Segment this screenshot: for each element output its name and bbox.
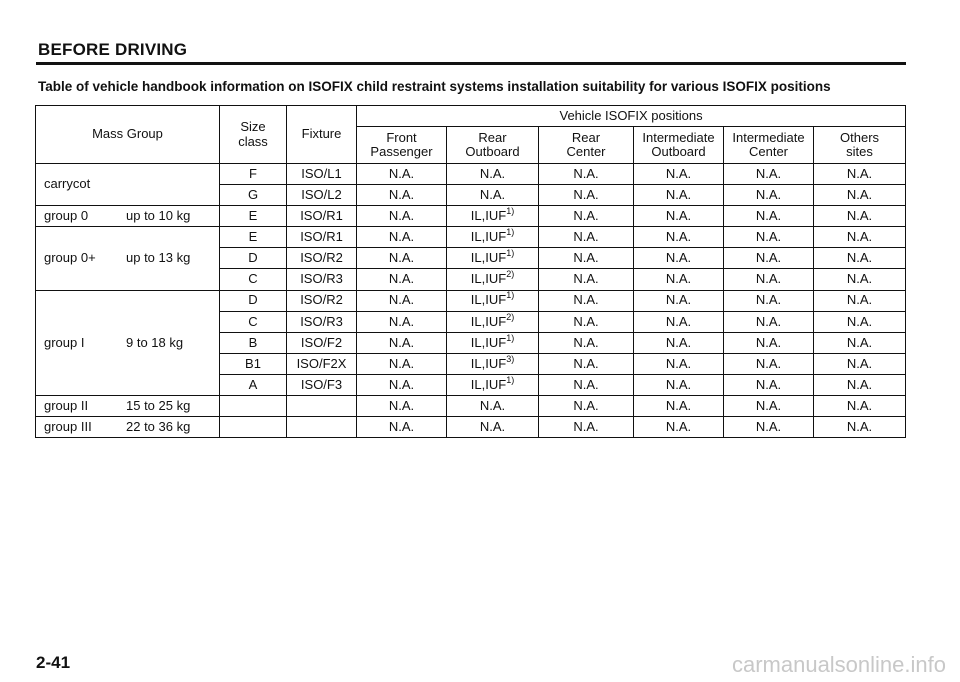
fixture-cell: ISO/L2: [287, 185, 357, 206]
suitability-cell: N.A.: [634, 164, 724, 185]
suitability-cell: N.A.: [814, 269, 906, 290]
suitability-cell: N.A.: [357, 353, 447, 374]
suitability-cell: N.A.: [539, 227, 634, 248]
suitability-cell: N.A.: [447, 164, 539, 185]
suitability-cell: N.A.: [539, 248, 634, 269]
mass-group-name: group II: [44, 397, 89, 413]
isofix-suitability-table: [35, 105, 906, 438]
fixture-cell: ISO/R2: [287, 290, 357, 311]
suitability-cell: IL,IUF$^{3)}$: [447, 353, 539, 374]
table-caption: Table of vehicle handbook information on ISOFIX child restraint systems installation suitability for various ISOFIX positions: [38, 79, 831, 94]
header-size-class: Size class: [220, 106, 287, 164]
suitability-cell: IL,IUF$^{1)}$: [447, 206, 539, 227]
mass-group-name: group 0: [44, 208, 89, 224]
suitability-cell: N.A.: [814, 227, 906, 248]
mass-group-weight: 15 to 25 kg: [126, 397, 191, 413]
suitability-cell: IL,IUF$^{1)}$: [447, 374, 539, 395]
header-intermediate-outboard: Intermediate Outboard: [634, 127, 724, 164]
suitability-cell: N.A.: [814, 185, 906, 206]
fixture-cell: ISO/F2X: [287, 353, 357, 374]
footnote-marker: 1): [506, 227, 515, 238]
footnote-marker: 2): [506, 269, 515, 280]
mass-group-cell: [36, 396, 220, 417]
table-row: [36, 290, 906, 311]
page-number: 2-41: [36, 653, 71, 672]
footnote-marker: 1): [506, 374, 515, 385]
size-class-cell: [220, 396, 287, 417]
suitability-cell: IL,IUF$^{1)}$: [447, 332, 539, 353]
size-class-cell: D: [220, 248, 287, 269]
suitability-cell: IL,IUF$^{2)}$: [447, 311, 539, 332]
size-class-cell: A: [220, 374, 287, 395]
suitability-cell: N.A.: [814, 396, 906, 417]
suitability-cell: N.A.: [634, 311, 724, 332]
suitability-cell: N.A.: [447, 417, 539, 438]
footnote-marker: 1): [506, 248, 515, 259]
suitability-cell: IL,IUF$^{1)}$: [447, 290, 539, 311]
suitability-cell: N.A.: [724, 269, 814, 290]
suitability-cell: N.A.: [724, 417, 814, 438]
suitability-cell: N.A.: [634, 269, 724, 290]
suitability-cell: N.A.: [814, 206, 906, 227]
suitability-cell: N.A.: [634, 290, 724, 311]
header-front-passenger: Front Passenger: [357, 127, 447, 164]
header-intermediate-center: Intermediate Center: [724, 127, 814, 164]
footnote-marker: 1): [506, 332, 515, 343]
table-row: [36, 396, 906, 417]
suitability-cell: N.A.: [539, 417, 634, 438]
table-row: [36, 417, 906, 438]
suitability-cell: N.A.: [814, 353, 906, 374]
suitability-cell: N.A.: [724, 185, 814, 206]
suitability-cell: N.A.: [447, 185, 539, 206]
mass-group-name: group 0+: [44, 250, 96, 266]
suitability-cell: IL,IUF$^{1)}$: [447, 248, 539, 269]
fixture-cell: ISO/L1: [287, 164, 357, 185]
suitability-cell: N.A.: [357, 311, 447, 332]
suitability-cell: N.A.: [814, 374, 906, 395]
header-vehicle-isofix-positions: Vehicle ISOFIX positions: [357, 106, 906, 127]
mass-group-name: carrycot: [44, 176, 91, 192]
suitability-cell: N.A.: [539, 374, 634, 395]
watermark: carmanualsonline.info: [731, 652, 946, 677]
mass-group-weight: up to 10 kg: [126, 208, 191, 224]
suitability-cell: N.A.: [724, 227, 814, 248]
footnote-marker: 1): [506, 206, 515, 217]
header-divider: [36, 62, 906, 65]
suitability-cell: N.A.: [357, 374, 447, 395]
suitability-cell: N.A.: [357, 290, 447, 311]
table-row: [36, 164, 906, 185]
fixture-cell: ISO/F2: [287, 332, 357, 353]
suitability-cell: N.A.: [724, 206, 814, 227]
suitability-cell: N.A.: [357, 417, 447, 438]
fixture-cell: ISO/R1: [287, 227, 357, 248]
suitability-cell: IL,IUF$^{2)}$: [447, 269, 539, 290]
fixture-cell: ISO/R3: [287, 269, 357, 290]
size-class-cell: B: [220, 332, 287, 353]
suitability-cell: N.A.: [634, 417, 724, 438]
suitability-cell: IL,IUF$^{1)}$: [447, 227, 539, 248]
suitability-cell: N.A.: [634, 185, 724, 206]
suitability-cell: N.A.: [539, 269, 634, 290]
suitability-cell: N.A.: [814, 248, 906, 269]
suitability-cell: N.A.: [539, 396, 634, 417]
fixture-cell: [287, 417, 357, 438]
mass-group-weight: up to 13 kg: [126, 250, 191, 266]
suitability-cell: N.A.: [539, 332, 634, 353]
fixture-cell: ISO/F3: [287, 374, 357, 395]
mass-group-cell: [36, 206, 220, 227]
table-row: [36, 206, 906, 227]
header-others-sites: Others sites: [814, 127, 906, 164]
suitability-cell: N.A.: [724, 248, 814, 269]
footnote-marker: 3): [506, 353, 515, 364]
suitability-cell: N.A.: [814, 417, 906, 438]
size-class-cell: B1: [220, 353, 287, 374]
suitability-cell: N.A.: [634, 374, 724, 395]
suitability-cell: N.A.: [539, 185, 634, 206]
suitability-cell: N.A.: [539, 164, 634, 185]
suitability-cell: N.A.: [539, 290, 634, 311]
suitability-cell: N.A.: [447, 396, 539, 417]
size-class-cell: C: [220, 269, 287, 290]
suitability-cell: N.A.: [814, 311, 906, 332]
suitability-cell: N.A.: [539, 311, 634, 332]
suitability-cell: N.A.: [724, 396, 814, 417]
footnote-marker: 1): [506, 290, 515, 301]
fixture-cell: ISO/R3: [287, 311, 357, 332]
suitability-cell: N.A.: [634, 353, 724, 374]
suitability-cell: N.A.: [357, 185, 447, 206]
header-rear-outboard: Rear Outboard: [447, 127, 539, 164]
suitability-cell: N.A.: [539, 206, 634, 227]
table-row: [36, 227, 906, 248]
footnote-marker: 2): [506, 311, 515, 322]
mass-group-name: group I: [44, 334, 85, 350]
suitability-cell: N.A.: [539, 353, 634, 374]
suitability-cell: N.A.: [634, 396, 724, 417]
suitability-cell: N.A.: [724, 353, 814, 374]
suitability-cell: N.A.: [357, 332, 447, 353]
mass-group-cell: [36, 417, 220, 438]
suitability-cell: N.A.: [634, 248, 724, 269]
suitability-cell: N.A.: [634, 227, 724, 248]
mass-group-name: group III: [44, 419, 92, 435]
mass-group-cell: [36, 164, 220, 206]
mass-group-cell: [36, 227, 220, 290]
suitability-cell: N.A.: [814, 290, 906, 311]
suitability-cell: N.A.: [357, 227, 447, 248]
suitability-cell: N.A.: [357, 206, 447, 227]
suitability-cell: N.A.: [634, 206, 724, 227]
size-class-cell: D: [220, 290, 287, 311]
suitability-cell: N.A.: [724, 164, 814, 185]
suitability-cell: N.A.: [724, 311, 814, 332]
suitability-cell: N.A.: [724, 332, 814, 353]
header-rear-center: Rear Center: [539, 127, 634, 164]
mass-group-weight: 9 to 18 kg: [126, 334, 184, 350]
fixture-cell: ISO/R1: [287, 206, 357, 227]
size-class-cell: [220, 417, 287, 438]
header-fixture: Fixture: [287, 106, 357, 164]
mass-group-cell: [36, 290, 220, 395]
size-class-cell: E: [220, 206, 287, 227]
suitability-cell: N.A.: [634, 332, 724, 353]
header-mass-group: Mass Group: [36, 106, 220, 164]
suitability-cell: N.A.: [724, 374, 814, 395]
size-class-cell: C: [220, 311, 287, 332]
suitability-cell: N.A.: [357, 164, 447, 185]
size-class-cell: F: [220, 164, 287, 185]
suitability-cell: N.A.: [724, 290, 814, 311]
section-title: BEFORE DRIVING: [38, 40, 188, 59]
suitability-cell: N.A.: [357, 248, 447, 269]
size-class-cell: E: [220, 227, 287, 248]
mass-group-weight: 22 to 36 kg: [126, 419, 191, 435]
suitability-cell: N.A.: [357, 396, 447, 417]
suitability-cell: N.A.: [814, 164, 906, 185]
fixture-cell: [287, 396, 357, 417]
fixture-cell: ISO/R2: [287, 248, 357, 269]
size-class-cell: G: [220, 185, 287, 206]
suitability-cell: N.A.: [357, 269, 447, 290]
suitability-cell: N.A.: [814, 332, 906, 353]
